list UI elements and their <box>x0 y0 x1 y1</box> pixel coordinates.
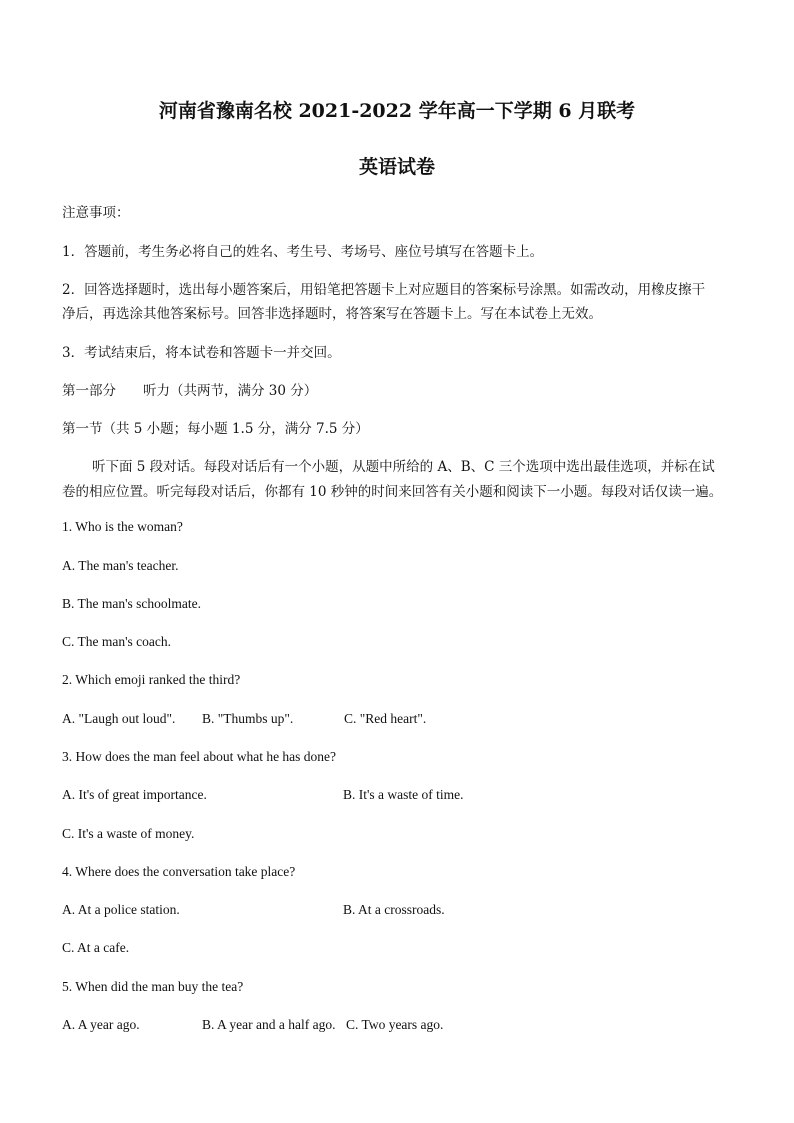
instructions-line-2: 卷的相应位置。听完每段对话后，你都有 10 秒钟的时间来回答有关小题和阅读下一小题。每段对话仅读一遍。 <box>62 484 723 500</box>
part-1-heading: 第一部分 听力（共两节，满分 30 分） <box>62 383 318 399</box>
section-1-heading: 第一节（共 5 小题；每小题 1.5 分，满分 7.5 分） <box>62 421 369 437</box>
question-1-stem: 1. Who is the woman? <box>62 519 183 534</box>
question-3-option-a: A. It's of great importance. <box>62 787 207 802</box>
instructions-line-1: 听下面 5 段对话。每段对话后有一个小题，从题中所给的 A、B、C 三个选项中选出最佳选项，并标在试 <box>92 459 715 475</box>
question-3-stem: 3. How does the man feel about what he has done? <box>62 749 337 764</box>
question-3-option-b: B. It's a waste of time. <box>343 787 464 802</box>
question-5-option-b: B. A year and a half ago. <box>202 1017 336 1032</box>
question-1-option-c: C. The man's coach. <box>62 634 172 649</box>
question-2-option-b: B. "Thumbs up". <box>202 711 294 726</box>
notice-item-2-line-2: 净后，再选涂其他答案标号。回答非选择题时，将答案写在答题卡上。写在本试卷上无效。 <box>62 306 602 322</box>
notice-heading: 注意事项： <box>62 205 130 221</box>
question-4-option-b: B. At a crossroads. <box>343 902 445 917</box>
exam-title: 河南省豫南名校 2021-2022 学年高一下学期 6 月联考 <box>158 100 636 122</box>
question-5-option-a: A. A year ago. <box>62 1017 140 1032</box>
question-3-option-c: C. It's a waste of money. <box>62 826 195 841</box>
question-4-option-c: C. At a cafe. <box>62 940 130 955</box>
notice-item-2-line-1: 2．回答选择题时，选出每小题答案后，用铅笔把答题卡上对应题目的答案标号涂黑。如需改动，用橡皮擦干 <box>62 282 706 298</box>
exam-subtitle: 英语试卷 <box>358 156 435 178</box>
question-5-stem: 5. When did the man buy the tea? <box>62 979 244 994</box>
question-1-option-b: B. The man's schoolmate. <box>62 596 202 611</box>
question-4-option-a: A. At a police station. <box>62 902 180 917</box>
question-2-stem: 2. Which emoji ranked the third? <box>62 672 241 687</box>
question-4-stem: 4. Where does the conversation take place? <box>62 864 296 879</box>
notice-item-3: 3．考试结束后，将本试卷和答题卡一并交回。 <box>62 345 341 361</box>
question-1-option-a: A. The man's teacher. <box>62 558 179 573</box>
question-2-option-a: A. "Laugh out loud". <box>62 711 176 726</box>
question-5-option-c: C. Two years ago. <box>346 1017 444 1032</box>
notice-item-1: 1．答题前，考生务必将自己的姓名、考生号、考场号、座位号填写在答题卡上。 <box>62 244 544 260</box>
question-2-option-c: C. "Red heart". <box>344 711 427 726</box>
